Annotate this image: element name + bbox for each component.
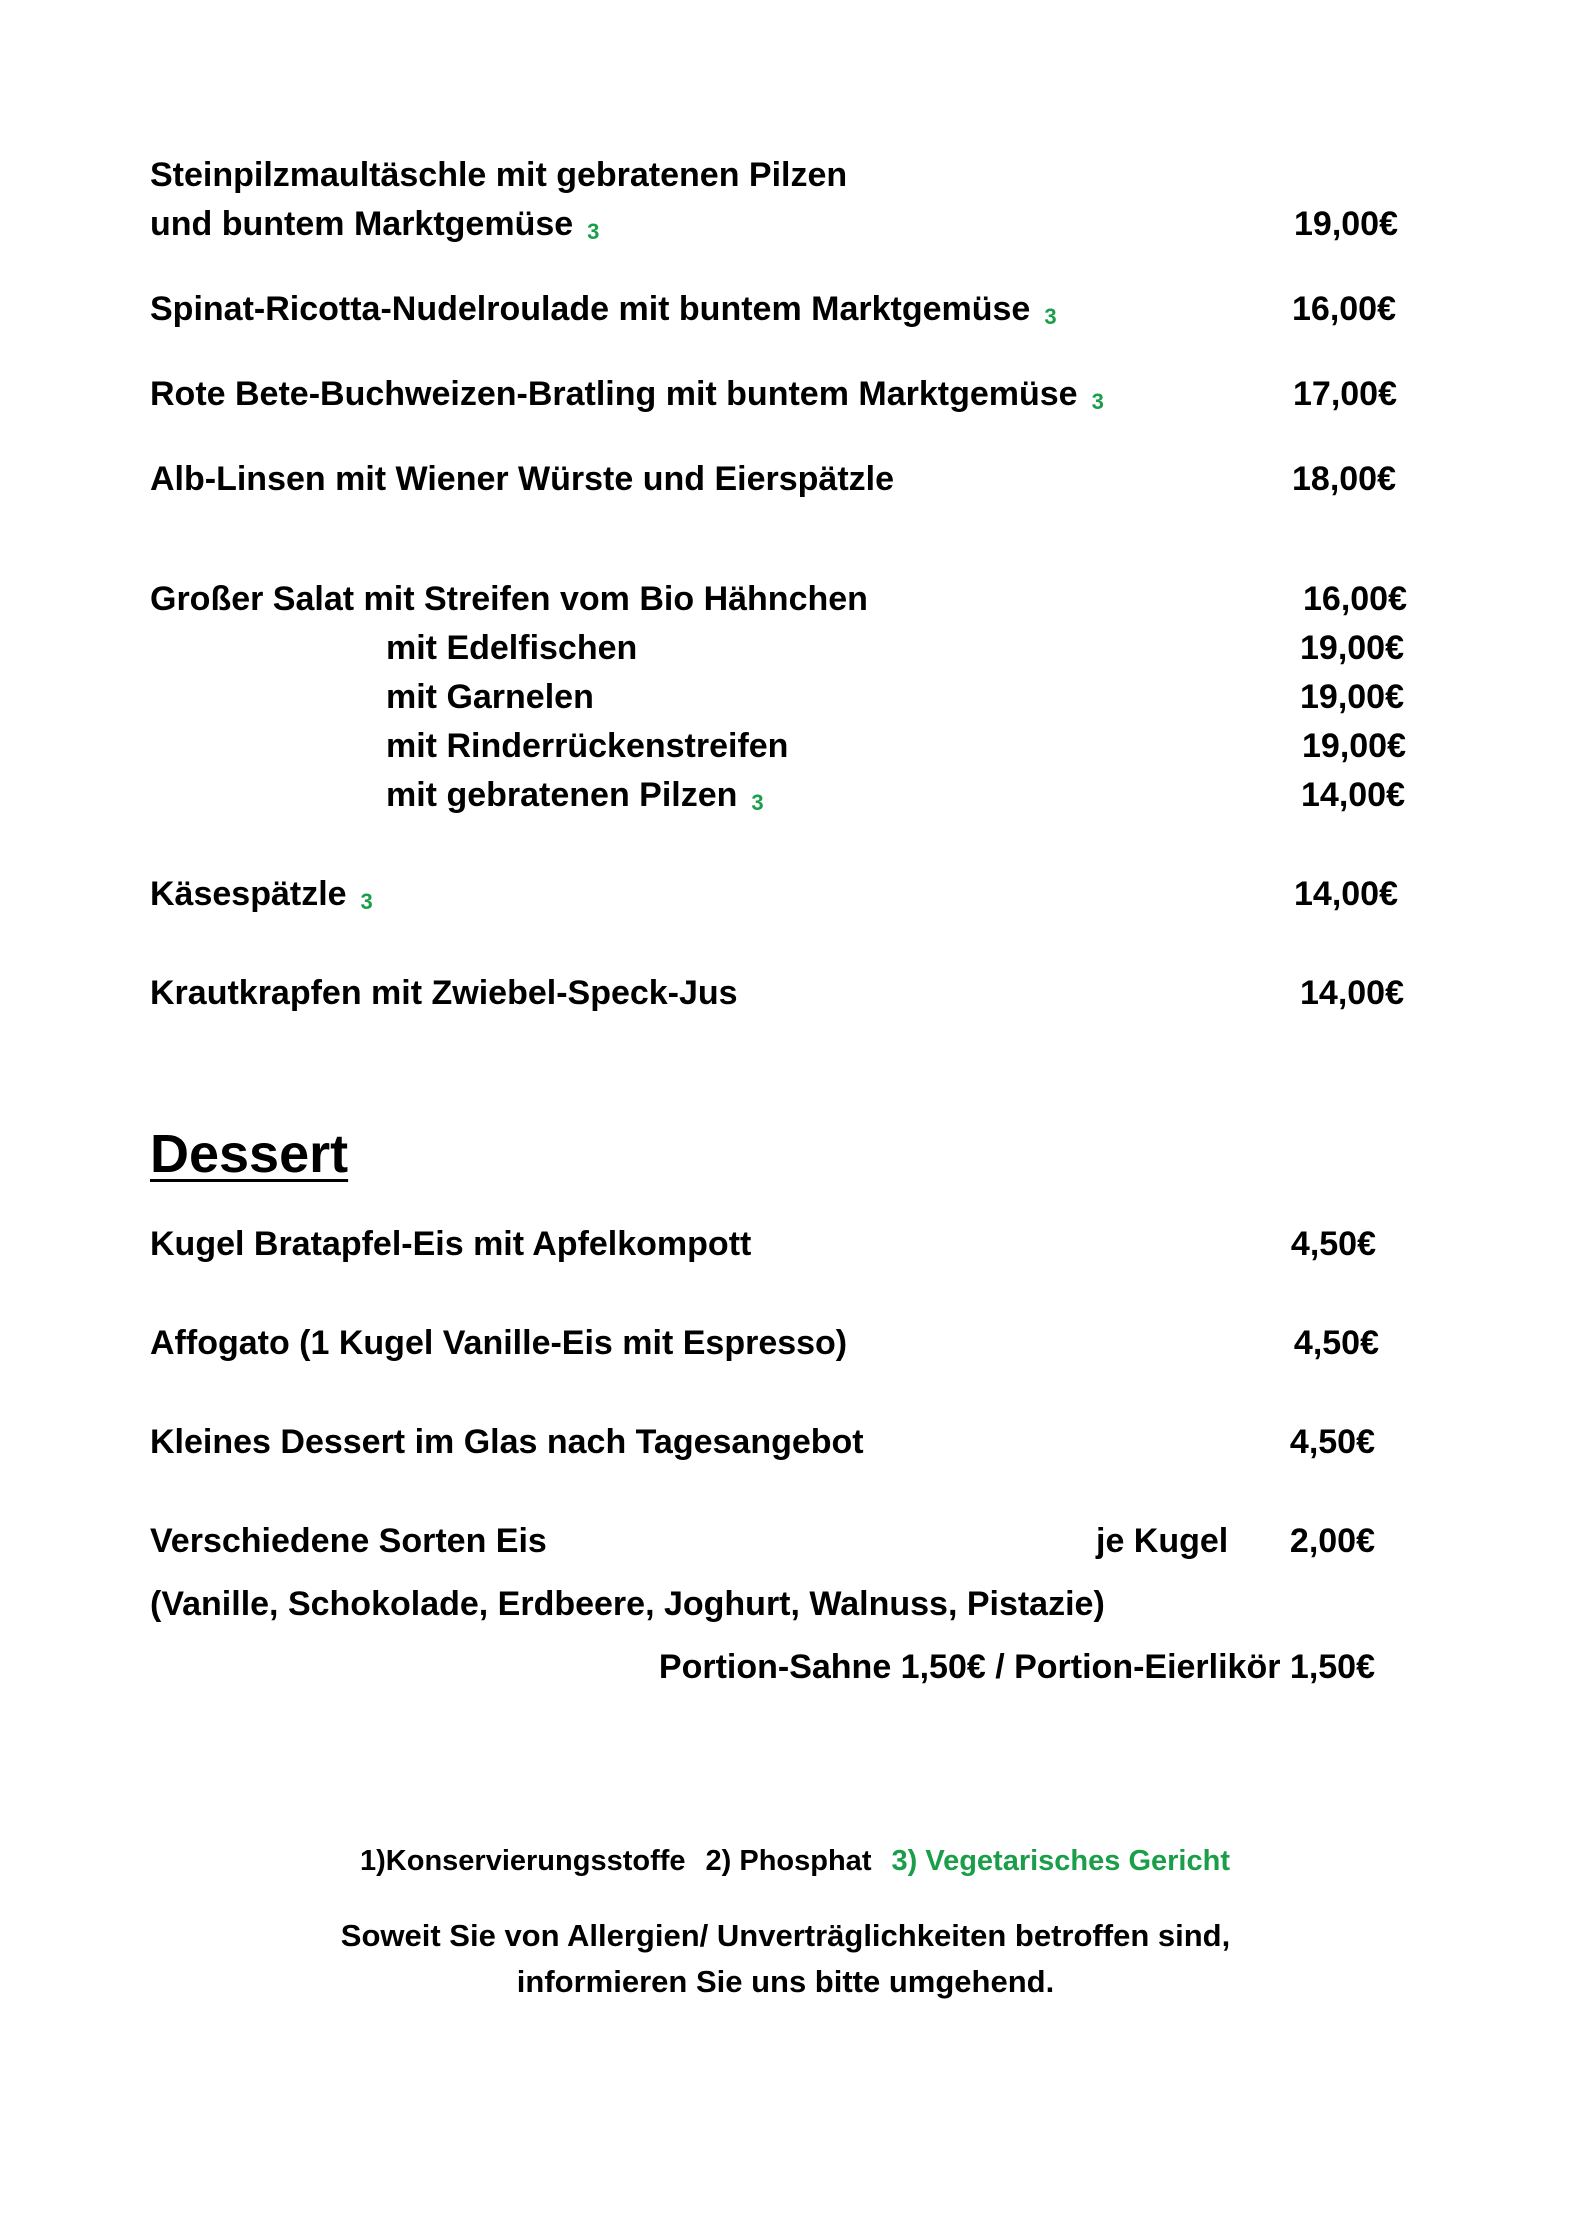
menu-item-price: 14,00€ <box>1300 974 1404 1012</box>
menu-item-price: 16,00€ <box>1292 290 1396 328</box>
legend-vegetarian: 3) Vegetarisches Gericht <box>891 1845 1230 1877</box>
allergen-legend <box>360 1843 1250 1879</box>
ice-cream-price: 2,00€ <box>1289 1522 1375 1560</box>
menu-item-price: 17,00€ <box>1293 375 1397 413</box>
menu-item-price: 19,00€ <box>1294 205 1398 243</box>
menu-item-name: Alb-Linsen mit Wiener Würste und Eierspätzle <box>150 460 895 498</box>
dessert-item-price: 4,50€ <box>1293 1324 1379 1362</box>
ice-cream-unit: je Kugel <box>1096 1522 1229 1560</box>
menu-item <box>150 289 1057 337</box>
salad-option-price: 19,00€ <box>1302 727 1406 765</box>
salad-option-price: 19,00€ <box>1300 678 1404 716</box>
legend-preservatives: 1)Konservierungsstoffe <box>360 1845 686 1877</box>
legend-phosphate: 2) Phosphat <box>705 1845 872 1877</box>
salad-name: Großer Salat mit Streifen vom Bio Hähnchen <box>150 580 868 618</box>
dessert-item-name: Kleines Dessert im Glas nach Tagesangebot <box>150 1423 864 1461</box>
menu-item-price: 14,00€ <box>1294 875 1398 913</box>
menu-item-name-line2: und buntem Marktgemüse <box>150 205 574 243</box>
dessert-item-price: 4,50€ <box>1289 1423 1375 1461</box>
dessert-heading: Dessert <box>150 1124 349 1184</box>
menu-item-name: Rote Bete-Buchweizen-Bratling mit buntem Marktgemüse <box>150 375 1078 413</box>
vegetarian-marker: 3 <box>1044 304 1057 329</box>
dessert-item-price: 4,50€ <box>1290 1225 1376 1263</box>
salad-option <box>386 775 764 823</box>
vegetarian-marker: 3 <box>587 219 600 244</box>
menu-item <box>150 874 373 922</box>
salad-price: 16,00€ <box>1303 580 1407 618</box>
salad-option-name: mit Edelfischen <box>386 629 638 667</box>
salad-option-price: 14,00€ <box>1301 776 1405 814</box>
salad-option-name: mit Rinderrückenstreifen <box>386 727 789 765</box>
ice-cream-toppings: Portion-Sahne 1,50€ / Portion-Eierlikör 1,50€ <box>658 1648 1375 1686</box>
dessert-item-name: Affogato (1 Kugel Vanille-Eis mit Espresso) <box>150 1324 848 1362</box>
menu-item <box>150 374 1104 422</box>
ice-cream-flavors: (Vanille, Schokolade, Erdbeere, Joghurt, Walnuss, Pistazie) <box>150 1585 1105 1623</box>
menu-item-price: 18,00€ <box>1292 460 1396 498</box>
allergy-note-line2: informieren Sie uns bitte umgehend. <box>516 1964 1055 1999</box>
ice-cream-name: Verschiedene Sorten Eis <box>150 1522 547 1560</box>
menu-item-name: Käsespätzle <box>150 875 347 913</box>
vegetarian-marker: 3 <box>751 790 764 815</box>
dessert-item-name: Kugel Bratapfel-Eis mit Apfelkompott <box>150 1225 752 1263</box>
allergy-note-line1: Soweit Sie von Allergien/ Unverträglichkeiten betroffen sind, <box>340 1918 1231 1953</box>
salad-option-name: mit Garnelen <box>386 678 594 716</box>
menu-item-name: Krautkrapfen mit Zwiebel-Speck-Jus <box>150 974 738 1012</box>
salad-option-price: 19,00€ <box>1300 629 1404 667</box>
salad-option-name: mit gebratenen Pilzen <box>386 776 738 814</box>
menu-item-name: Spinat-Ricotta-Nudelroulade mit buntem Marktgemüse <box>150 290 1031 328</box>
menu-item-name: Steinpilzmaultäschle mit gebratenen Pilzen <box>150 156 848 194</box>
vegetarian-marker: 3 <box>1091 389 1104 414</box>
menu-item-name-continued <box>150 204 599 252</box>
vegetarian-marker: 3 <box>360 889 373 914</box>
